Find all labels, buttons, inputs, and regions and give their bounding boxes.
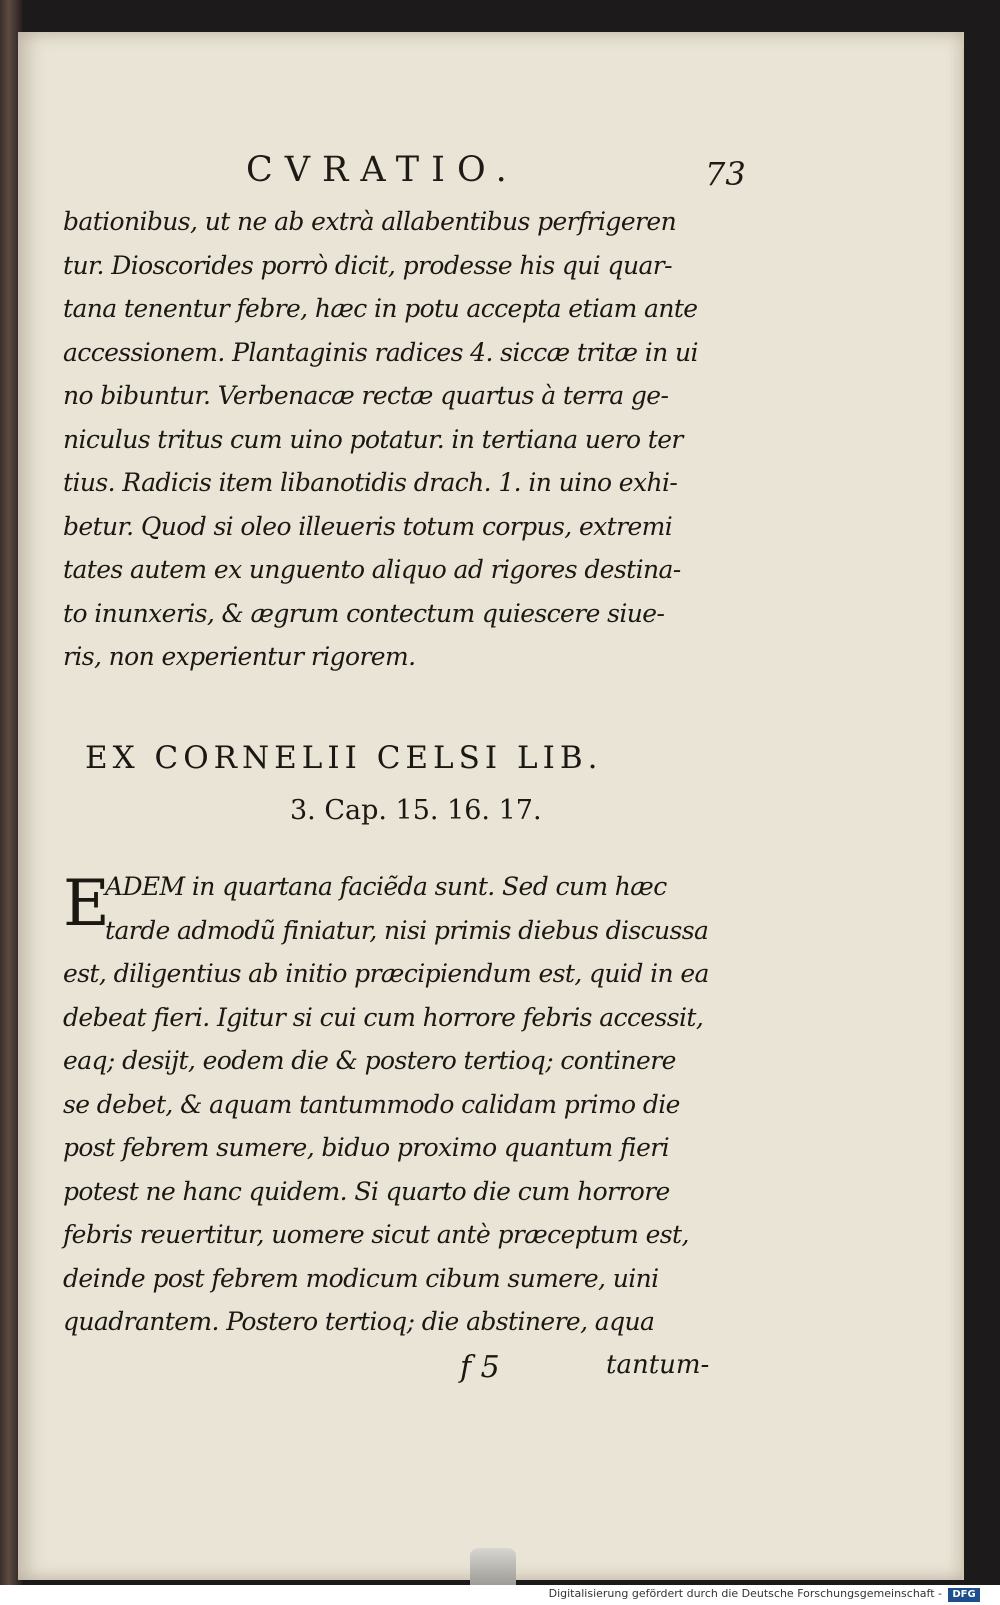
text-line: betur. Quod si oleo illeueris totum corpus, extremi bbox=[63, 511, 673, 541]
text-line: est, diligentius ab initio præcipiendum est, quid in ea bbox=[63, 959, 709, 988]
signature-mark: f 5 bbox=[460, 1350, 500, 1385]
drop-initial: E bbox=[63, 867, 110, 941]
paragraph-2 bbox=[63, 865, 753, 1344]
text-line: tates autem ex unguento aliquo ad rigores destina- bbox=[63, 555, 681, 584]
text-line: quadrantem. Postero tertioq; die abstinere, aqua bbox=[63, 1307, 655, 1336]
text-line: deinde post febrem modicum cibum sumere, uini bbox=[63, 1263, 659, 1293]
text-line: ris, non experientur rigorem. bbox=[63, 642, 416, 671]
text-line: se debet, & aquam tantummodo calidam primo die bbox=[63, 1089, 680, 1119]
footer-credit: Digitalisierung gefördert durch die Deutsche Forschungsgemeinschaft - bbox=[548, 1587, 942, 1600]
page-number: 73 bbox=[705, 155, 746, 193]
running-head: CVRATIO. bbox=[246, 150, 519, 190]
text-line: tarde admodũ finiatur, nisi primis diebus discussa bbox=[105, 915, 709, 945]
text-line: potest ne hanc quidem. Si quarto die cum horrore bbox=[63, 1176, 670, 1206]
catchword: tantum- bbox=[606, 1350, 710, 1380]
text-line: ADEM in quartana faciẽda sunt. Sed cum hæc bbox=[105, 872, 667, 901]
text-line: post febrem sumere, biduo proximo quantum fieri bbox=[63, 1133, 670, 1162]
text-line: bationibus, ut ne ab extrà allabentibus perfrigeren bbox=[63, 207, 677, 236]
section-heading: EX CORNELII CELSI LIB. bbox=[85, 740, 603, 776]
text-line: tur. Dioscorides porrò dicit, prodesse his qui quar- bbox=[63, 250, 672, 280]
text-line: no bibuntur. Verbenacæ rectæ quartus à terra ge- bbox=[63, 381, 669, 410]
text-line: tana tenentur febre, hæc in potu accepta etiam ante bbox=[63, 294, 698, 323]
text-line: accessionem. Plantaginis radices 4. siccæ tritæ in ui bbox=[63, 337, 698, 367]
section-subheading: 3. Cap. 15. 16. 17. bbox=[290, 795, 542, 826]
paragraph-1 bbox=[63, 200, 753, 679]
text-line: niculus tritus cum uino potatur. in tertiana uero ter bbox=[63, 424, 683, 454]
text-line: febris reuertitur, uomere sicut antè præceptum est, bbox=[63, 1220, 689, 1249]
text-line: to inunxeris, & ægrum contectum quiescere siue- bbox=[63, 598, 665, 628]
footer-bar bbox=[0, 1585, 1000, 1605]
text-line: eaq; desijt, eodem die & postero tertioq; continere bbox=[63, 1046, 676, 1075]
text-line: tius. Radicis item libanotidis drach. 1. in uino exhi- bbox=[63, 468, 678, 497]
dfg-logo: DFG bbox=[948, 1588, 980, 1602]
text-line: debeat fieri. Igitur si cui cum horrore febris accessit, bbox=[63, 1002, 704, 1032]
page-clip bbox=[470, 1548, 516, 1585]
